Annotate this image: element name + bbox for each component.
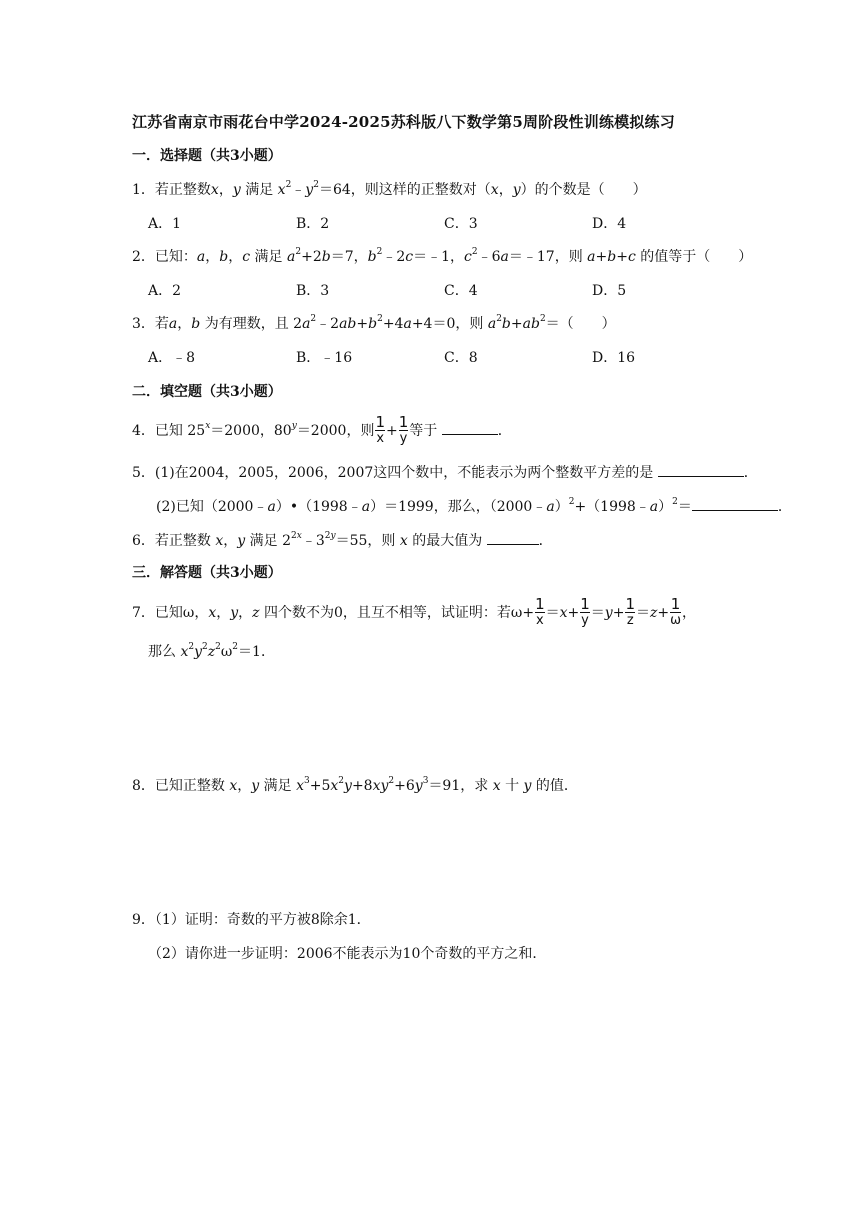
- q1-option-a: A．1: [148, 216, 182, 232]
- question-2: 2．已知：a，b，c 满足 $a^2+2b=7$，$b^2﹣2c=﹣1$，$c^2﹣6a=﹣17$，则 a+b+c 的值等于（ ）: [132, 247, 753, 265]
- q3-option-a: A．﹣8: [148, 350, 196, 366]
- fraction-one-over-x: $\frac{1}{x}$: [375, 413, 385, 446]
- q1-option-d: D．4: [592, 216, 627, 232]
- q1-option-b: B．2: [296, 216, 330, 232]
- answer-blank-q5-2[interactable]: [692, 496, 778, 511]
- question-8: 8．已知正整数 x，y 满足 $x^3+5x^2y+8xy^2+6y^3=91$，求 x 十 y 的值．: [132, 776, 578, 794]
- question-4: 4．已知 $25^x=2000$，$80^y=2000$，则 $\frac{1}{x}$ + $\frac{1}{y}$ 等于 ．: [132, 413, 512, 446]
- fraction-one-over-omega-q7: $\frac{1}{\omega}$: [670, 595, 682, 628]
- section-heading-choice: 一．选择题（共3小题）: [132, 148, 282, 164]
- fraction-one-over-x-q7: $\frac{1}{x}$: [535, 595, 545, 628]
- question-7: 7．已知ω，x，y，z 四个数不为0，且互不相等，试证明：若ω+ $\frac{1}{x}$ ＝x+ $\frac{1}{y}$ ＝y+ $\frac{1}{z}$ ＝z+ $\frac{1}{\omega}$ ，: [132, 595, 697, 628]
- q2-option-a: A．2: [148, 283, 182, 299]
- fraction-one-over-y-q7: $\frac{1}{y}$: [580, 595, 590, 628]
- answer-blank-q4[interactable]: [442, 420, 498, 435]
- q3-option-c: C．8: [444, 350, 478, 366]
- fraction-one-over-z-q7: $\frac{1}{z}$: [625, 595, 635, 628]
- question-3: 3．若a，b 为有理数，且 $2a^2﹣2ab+b^2+4a+4=0$，则 $a^2b+ab^2=$（ ）: [132, 314, 616, 332]
- fraction-one-over-y: $\frac{1}{y}$: [398, 413, 409, 446]
- section-heading-solve: 三．解答题（共3小题）: [132, 565, 282, 581]
- q1-option-c: C．3: [444, 216, 478, 232]
- answer-blank-q6[interactable]: [487, 530, 539, 545]
- answer-blank-q5-1[interactable]: [658, 462, 744, 477]
- question-5-part-1: 5．(1)在2004，2005，2006，2007这四个数中，不能表示为两个整数平方差的是 ．: [132, 462, 758, 483]
- document-title: 江苏省南京市雨花台中学2024-2025苏科版八下数学第5周阶段性训练模拟练习: [132, 113, 675, 131]
- q2-option-c: C．4: [444, 283, 478, 299]
- section-heading-fill: 二．填空题（共3小题）: [132, 384, 282, 400]
- question-9-part-1: 9．（1）证明：奇数的平方被8除余1．: [132, 912, 371, 928]
- question-6: 6．若正整数 x，y 满足 $2^{2x}﹣3^{2y}=55$，则 x 的最大值为 ．: [132, 531, 553, 549]
- question-9-part-2: （2）请你进一步证明：2006不能表示为10个奇数的平方之和．: [148, 946, 547, 962]
- question-7-conclusion: 那么 $x^2y^2z^2\omega^2=1$．: [148, 642, 275, 660]
- question-5-part-2: (2)已知（2000﹣a）•（1998﹣a）＝1999，那么，（2000﹣a）$^2$+（1998﹣a）$^2$＝ ．: [156, 497, 792, 515]
- q2-option-d: D．5: [592, 283, 627, 299]
- question-1: 1．若正整数x，y 满足 $x^2﹣y^2=64$，则这样的正整数对（x，y）的个数是（ ）: [132, 180, 647, 198]
- q2-option-b: B．3: [296, 283, 330, 299]
- q3-option-d: D．16: [592, 350, 636, 366]
- q3-option-b: B．﹣16: [296, 350, 353, 366]
